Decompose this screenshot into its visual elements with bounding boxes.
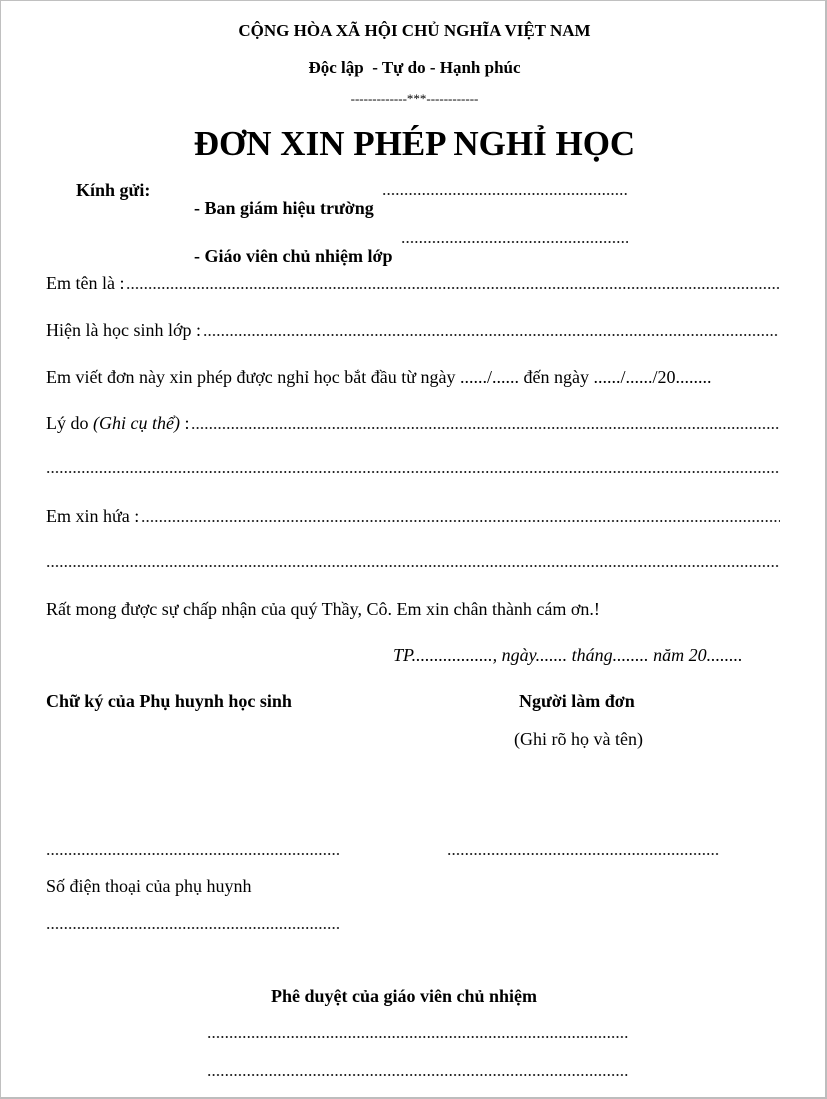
class-field-blank[interactable] <box>203 334 779 336</box>
recipients-label: Kính gửi: <box>76 180 151 200</box>
applicant-hint: (Ghi rõ họ và tên) <box>514 729 643 749</box>
approval-label: Phê duyệt của giáo viên chủ nhiệm <box>271 986 538 1006</box>
recipient-homeroom-teacher-text: - Giáo viên chủ nhiệm lớp <box>194 246 397 266</box>
name-field-label: Em tên là : <box>46 273 125 293</box>
reason-field-label: Lý do (Ghi cụ thể) : <box>46 413 190 433</box>
class-field-label: Hiện là học sinh lớp : <box>46 320 201 340</box>
recipient-school-board-blank[interactable] <box>382 193 628 195</box>
applicant-label: Người làm đơn <box>519 691 635 711</box>
approval-blank-2[interactable] <box>207 1074 628 1076</box>
applicant-signature-blank[interactable] <box>447 853 719 855</box>
promise-extra-line[interactable] <box>46 565 780 567</box>
recipient-school-board <box>176 181 378 235</box>
country-heading: CỘNG HÒA XÃ HỘI CHỦ NGHĨA VIỆT NAM <box>238 21 591 40</box>
header-separator: -------------***------------ <box>350 91 479 106</box>
parent-signature-blank[interactable] <box>46 853 339 855</box>
closing-text: Rất mong được sự chấp nhận của quý Thầy, Cô. Em xin chân thành cám ơn.! <box>46 599 600 619</box>
reason-field-hint: (Ghi cụ thể) <box>93 413 180 433</box>
recipient-homeroom-teacher-blank[interactable] <box>401 241 628 243</box>
document-title: ĐƠN XIN PHÉP NGHỈ HỌC <box>193 124 636 163</box>
recipient-school-board-text: - Ban giám hiệu trường <box>194 198 379 218</box>
parent-phone-label: Số điện thoại của phụ huynh <box>46 876 252 896</box>
reason-extra-line[interactable] <box>46 471 780 473</box>
reason-field-blank[interactable] <box>191 427 780 429</box>
promise-field-label: Em xin hứa : <box>46 506 140 526</box>
name-field <box>46 274 779 292</box>
reason-field <box>46 414 780 432</box>
approval-blank-1[interactable] <box>207 1036 628 1038</box>
dates-field[interactable]: Em viết đơn này xin phép được nghỉ học bắt đầu từ ngày ....../...... đến ngày ....../....../20........ <box>46 367 712 387</box>
parent-signature-label: Chữ ký của Phụ huynh học sinh <box>46 691 292 711</box>
promise-field-blank[interactable] <box>141 520 780 522</box>
parent-phone-blank[interactable] <box>46 927 339 929</box>
place-date-line[interactable]: TP.................., ngày....... tháng........ năm 20........ <box>393 645 743 665</box>
class-field <box>46 321 779 339</box>
promise-field <box>46 507 780 525</box>
motto: Độc lập - Tự do - Hạnh phúc <box>308 58 521 77</box>
name-field-blank[interactable] <box>126 287 779 289</box>
